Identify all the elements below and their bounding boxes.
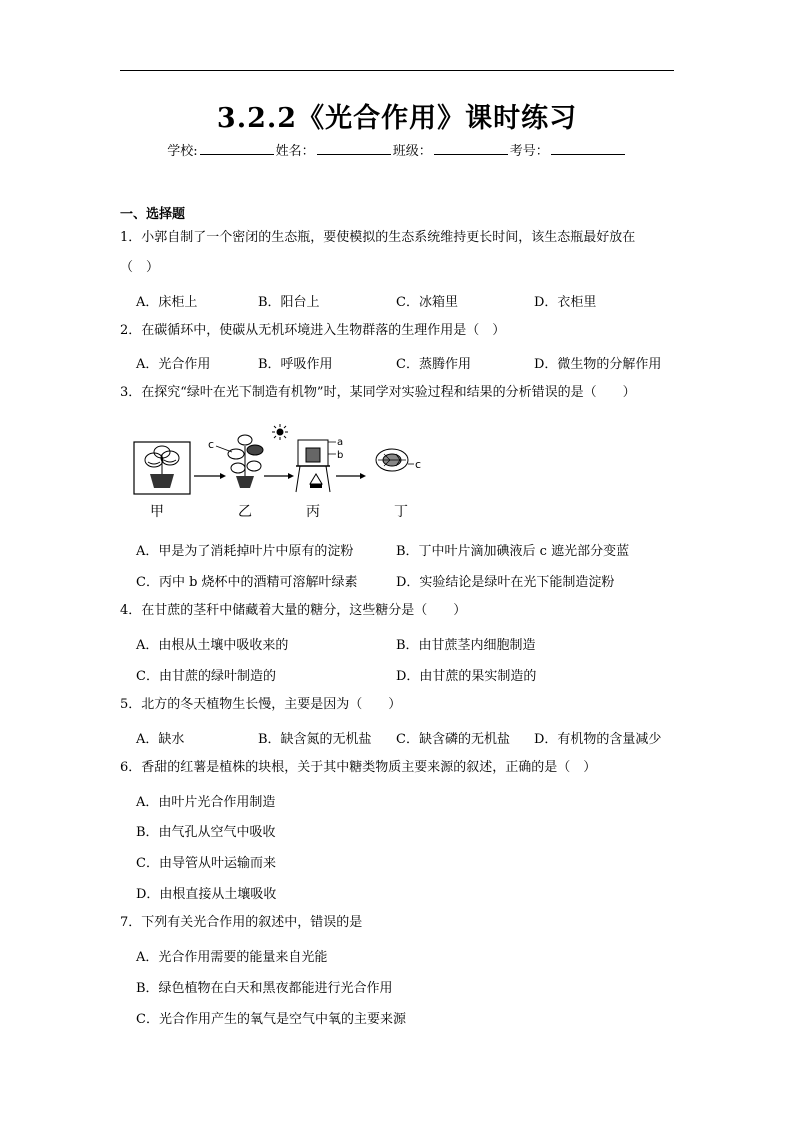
label-b: b <box>337 450 344 461</box>
option: D．由甘蔗的果实制造的 <box>396 669 537 684</box>
option: C．冰箱里 <box>396 295 458 310</box>
option: B．缺含氮的无机盐 <box>258 732 372 747</box>
option: B．呼吸作用 <box>258 357 333 372</box>
leaf-icon <box>376 449 408 471</box>
option: D．衣柜里 <box>534 295 597 310</box>
option: A．床柜上 <box>136 295 198 310</box>
option: B．由甘蔗茎内细胞制造 <box>396 638 536 653</box>
question-1-stem-cont: （ ） <box>120 260 160 275</box>
option: B．阳台上 <box>258 295 320 310</box>
water-bath-icon <box>296 440 330 492</box>
option: C．蒸腾作用 <box>396 357 471 372</box>
stage-label-jia: 甲 <box>150 504 164 520</box>
label-c-left: c <box>208 438 215 451</box>
experiment-figure <box>128 424 428 524</box>
stage-label-bing: 丙 <box>306 504 320 520</box>
option: A．缺水 <box>136 732 185 747</box>
option: B．绿色植物在白天和黑夜都能进行光合作用 <box>136 981 393 996</box>
question-7-stem: 7．下列有关光合作用的叙述中，错误的是 <box>120 915 363 930</box>
option: D．由根直接从土壤吸收 <box>136 887 277 902</box>
option: A．光合作用 <box>136 357 211 372</box>
option: A．光合作用需要的能量来自光能 <box>136 950 328 965</box>
plant-with-cover-icon <box>228 435 263 488</box>
option: B．丁中叶片滴加碘液后 c 遮光部分变蓝 <box>396 544 630 559</box>
label-c-right: c <box>415 458 422 471</box>
school-blank <box>200 142 274 155</box>
option: A．甲是为了消耗掉叶片中原有的淀粉 <box>136 544 354 559</box>
stage-label-ding: 丁 <box>394 504 408 520</box>
name-blank <box>317 142 391 155</box>
question-6-stem: 6．香甜的红薯是植株的块根，关于其中糖类物质主要来源的叙述，正确的是（ ） <box>120 760 597 775</box>
question-3-stem: 3．在探究“绿叶在光下制造有机物”时，某同学对实验过程和结果的分析错误的是（ ） <box>120 385 636 400</box>
sun-icon <box>272 424 288 440</box>
student-info-line <box>0 140 794 159</box>
header-rule <box>120 70 674 71</box>
option: C．光合作用产生的氧气是空气中氧的主要来源 <box>136 1012 406 1027</box>
potted-plant-icon <box>145 446 179 488</box>
option: D．实验结论是绿叶在光下能制造淀粉 <box>396 575 615 590</box>
option: B．由气孔从空气中吸收 <box>136 825 276 840</box>
question-5-stem: 5．北方的冬天植物生长慢，主要是因为（ ） <box>120 697 402 712</box>
option: D．微生物的分解作用 <box>534 357 662 372</box>
option: D．有机物的含量减少 <box>534 732 662 747</box>
section-title: 一、选择题 <box>120 207 186 222</box>
option: C．丙中 b 烧杯中的酒精可溶解叶绿素 <box>136 575 358 590</box>
question-4-stem: 4．在甘蔗的茎秆中储藏着大量的糖分，这些糖分是（ ） <box>120 603 467 618</box>
school-label: 学校: <box>167 144 198 159</box>
class-blank <box>434 142 508 155</box>
page-title: 3.2.2《光合作用》课时练习 <box>216 103 578 134</box>
exam-no-blank <box>551 142 625 155</box>
option: A．由根从土壤中吸收来的 <box>136 638 289 653</box>
stage-label-yi: 乙 <box>238 504 252 520</box>
option: A．由叶片光合作用制造 <box>136 795 276 810</box>
question-2-stem: 2．在碳循环中，使碳从无机环境进入生物群落的生理作用是（ ） <box>120 323 506 338</box>
class-label: 班级： <box>392 144 432 159</box>
exam-no-label: 考号： <box>509 144 549 159</box>
option: C．由导管从叶运输而来 <box>136 856 276 871</box>
name-label: 姓名： <box>275 144 315 159</box>
option: C．由甘蔗的绿叶制造的 <box>136 669 276 684</box>
question-1-stem: 1．小郭自制了一个密闭的生态瓶，要使模拟的生态系统维持更长时间，该生态瓶最好放在 <box>120 230 636 245</box>
label-a: a <box>337 437 344 448</box>
option: C．缺含磷的无机盐 <box>396 732 510 747</box>
